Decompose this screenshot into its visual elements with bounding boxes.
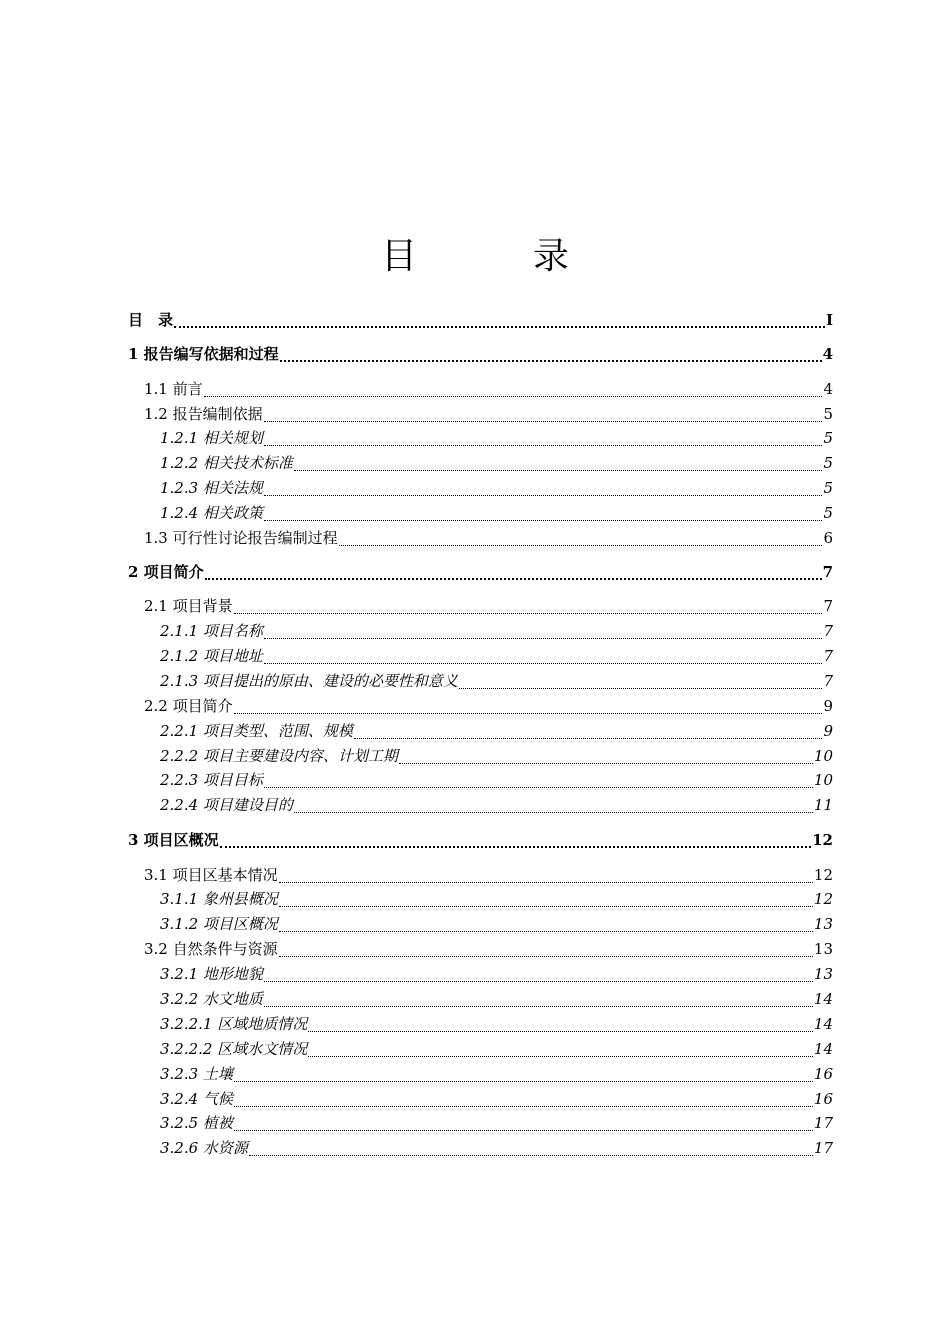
toc-entry[interactable]: [128, 561, 833, 583]
toc-entry-page: 11: [813, 796, 833, 814]
toc-leader-dots: [308, 1031, 813, 1032]
toc-entry-label: 2.2.1 项目类型、范围、规模: [160, 722, 353, 740]
toc-entry-page: 14: [813, 1015, 833, 1033]
toc-entry-label: 1.2.4 相关政策: [160, 504, 263, 522]
toc-entry[interactable]: [160, 477, 833, 499]
toc-entry-page: 13: [813, 965, 833, 983]
toc-leader-dots: [249, 1155, 813, 1156]
toc-leader-dots: [308, 1056, 813, 1057]
toc-leader-dots: [264, 1006, 813, 1007]
toc-entry-label: 1 报告编写依据和过程: [128, 345, 279, 363]
toc-entry-page: 14: [813, 1040, 833, 1058]
toc-entry-label: 1.3 可行性讨论报告编制过程: [144, 529, 338, 547]
toc-entry[interactable]: [160, 720, 833, 742]
toc-entry[interactable]: [144, 938, 833, 960]
toc-entry-label: 2.1.3 项目提出的原由、建设的必要性和意义: [160, 672, 458, 690]
toc-leader-dots: [339, 545, 823, 546]
toc-leader-dots: [234, 613, 823, 614]
toc-entry[interactable]: [160, 913, 833, 935]
toc-leader-dots: [264, 495, 823, 496]
toc-leader-dots: [220, 846, 811, 848]
toc-entry-label: 3.1.1 象州县概况: [160, 890, 278, 908]
toc-leader-dots: [264, 663, 823, 664]
toc-entry-label: 2.2.3 项目目标: [160, 771, 263, 789]
toc-entry-label: 1.1 前言: [144, 380, 203, 398]
toc-entry-label: 3.2.1 地形地貌: [160, 965, 263, 983]
toc-leader-dots: [399, 763, 813, 764]
toc-entry-page: 7: [822, 563, 833, 581]
toc-entry-page: 13: [813, 915, 833, 933]
toc-entry-label: 3 项目区概况: [128, 831, 219, 849]
toc-entry-page: 10: [813, 771, 833, 789]
toc-entry-page: 7: [823, 647, 833, 665]
toc-entry-page: 5: [823, 479, 833, 497]
toc-entry[interactable]: [144, 864, 833, 886]
toc-entry-page: 7: [823, 597, 833, 615]
toc-entry-label: 2.2.2 项目主要建设内容、计划工期: [160, 747, 398, 765]
toc-entry-page: I: [825, 311, 833, 329]
toc-entry[interactable]: [144, 527, 833, 549]
toc-entry-page: 9: [823, 722, 833, 740]
toc-entry-page: 12: [813, 890, 833, 908]
toc-entry[interactable]: [128, 343, 833, 365]
toc-entry-page: 4: [822, 345, 833, 363]
toc-leader-dots: [234, 713, 823, 714]
toc-entry[interactable]: [128, 309, 833, 331]
toc-entry-page: 6: [823, 529, 833, 547]
toc-entry-label: 目 录: [128, 311, 174, 329]
toc-leader-dots: [264, 787, 813, 788]
toc-entry-label: 3.1 项目区基本情况: [144, 866, 278, 884]
toc-leader-dots: [234, 1130, 813, 1131]
toc-entry-page: 14: [813, 990, 833, 1008]
toc-entry-label: 1.2.1 相关规划: [160, 429, 263, 447]
toc-entry[interactable]: [144, 695, 833, 717]
toc-entry[interactable]: [160, 1088, 833, 1110]
toc-entry-page: 16: [813, 1090, 833, 1108]
toc-entry[interactable]: [160, 670, 833, 692]
toc-leader-dots: [204, 396, 823, 397]
toc-leader-dots: [294, 470, 823, 471]
toc-entry-label: 3.2 自然条件与资源: [144, 940, 278, 958]
toc-entry[interactable]: [128, 829, 833, 851]
toc-entry-label: 2.2 项目简介: [144, 697, 233, 715]
toc-entry-label: 2.1 项目背景: [144, 597, 233, 615]
toc-entry-label: 2.1.2 项目地址: [160, 647, 263, 665]
toc-leader-dots: [279, 906, 813, 907]
toc-entry-page: 16: [813, 1065, 833, 1083]
toc-entry-page: 5: [823, 429, 833, 447]
toc-entry-page: 10: [813, 747, 833, 765]
toc-entry-label: 3.2.5 植被: [160, 1114, 233, 1132]
toc-entry[interactable]: [160, 620, 833, 642]
toc-entry-page: 12: [812, 831, 833, 849]
toc-entry-page: 13: [813, 940, 833, 958]
toc-leader-dots: [459, 688, 823, 689]
toc-entry-page: 5: [823, 405, 833, 423]
toc-entry[interactable]: [160, 769, 833, 791]
toc-entry-page: 12: [813, 866, 833, 884]
toc-entry[interactable]: [160, 1137, 833, 1159]
toc-entry-label: 2.1.1 项目名称: [160, 622, 263, 640]
toc-entry-label: 3.2.2 水文地质: [160, 990, 263, 1008]
toc-leader-dots: [264, 638, 823, 639]
toc-entry-label: 1.2.3 相关法规: [160, 479, 263, 497]
toc-leader-dots: [234, 1081, 813, 1082]
toc-entry-label: 3.2.2.1 区域地质情况: [160, 1015, 308, 1033]
toc-entry-page: 5: [823, 504, 833, 522]
toc-entry[interactable]: [160, 888, 833, 910]
toc-leader-dots: [264, 520, 823, 521]
toc-leader-dots: [234, 1106, 813, 1107]
toc-leader-dots: [279, 882, 813, 883]
toc-entry[interactable]: [160, 427, 833, 449]
toc-entry[interactable]: [144, 595, 833, 617]
toc-entry-page: 5: [823, 454, 833, 472]
toc-entry[interactable]: [160, 794, 833, 816]
toc-entry[interactable]: [160, 1013, 833, 1035]
toc-entry-label: 1.2 报告编制依据: [144, 405, 263, 423]
toc-entry[interactable]: [144, 378, 833, 400]
toc-entry-page: 7: [823, 672, 833, 690]
page-title: 目 录: [380, 236, 609, 277]
toc-entry[interactable]: [144, 403, 833, 425]
toc-entry-label: 1.2.2 相关技术标准: [160, 454, 293, 472]
toc-entry-label: 3.2.2.2 区域水文情况: [160, 1040, 308, 1058]
toc-entry-label: 3.2.4 气候: [160, 1090, 233, 1108]
toc-entry[interactable]: [160, 645, 833, 667]
toc-entry-page: 4: [823, 380, 833, 398]
toc-entry[interactable]: [160, 452, 833, 474]
toc-entry-page: 17: [813, 1139, 833, 1157]
toc-entry[interactable]: [160, 745, 833, 767]
toc-entry[interactable]: [160, 1038, 833, 1060]
toc-leader-dots: [280, 360, 822, 362]
toc-leader-dots: [264, 445, 823, 446]
toc-leader-dots: [279, 956, 813, 957]
toc-entry-page: 17: [813, 1114, 833, 1132]
toc-leader-dots: [264, 981, 813, 982]
toc-entry[interactable]: [160, 1063, 833, 1085]
toc-entry[interactable]: [160, 963, 833, 985]
toc-entry[interactable]: [160, 988, 833, 1010]
toc-entry-label: 3.2.6 水资源: [160, 1139, 248, 1157]
toc-entry-page: 7: [823, 622, 833, 640]
toc-leader-dots: [354, 738, 823, 739]
toc-entry-page: 9: [823, 697, 833, 715]
toc-entry-label: 3.2.3 土壤: [160, 1065, 233, 1083]
toc-entry-label: 2 项目简介: [128, 563, 204, 581]
toc-leader-dots: [294, 812, 813, 813]
toc-entry-label: 3.1.2 项目区概况: [160, 915, 278, 933]
toc-entry[interactable]: [160, 1112, 833, 1134]
toc-entry-label: 2.2.4 项目建设目的: [160, 796, 293, 814]
toc-leader-dots: [174, 326, 825, 328]
toc-entry[interactable]: [160, 502, 833, 524]
toc-leader-dots: [205, 578, 822, 580]
toc-leader-dots: [279, 931, 813, 932]
toc-leader-dots: [264, 421, 823, 422]
